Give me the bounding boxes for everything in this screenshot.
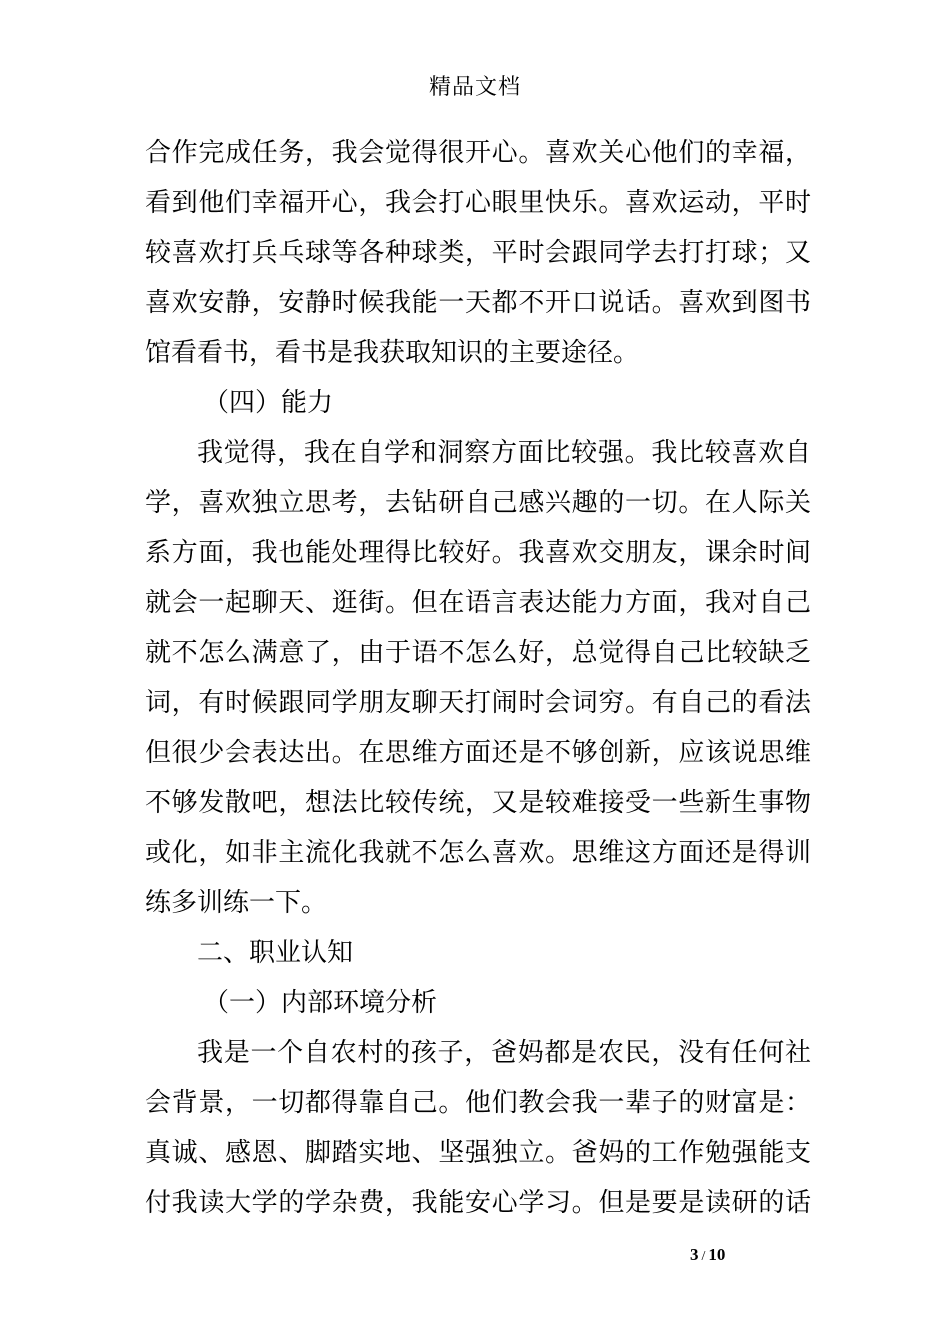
- document-body: [145, 128, 811, 1228]
- total-pages: 10: [708, 1245, 726, 1264]
- body-line: 词，有时候跟同学朋友聊天打闹时会词穷。有自己的看法: [145, 688, 811, 718]
- page-separator: /: [701, 1249, 706, 1264]
- body-line: 真诚、感恩、脚踏实地、坚强独立。爸妈的工作勉强能支: [145, 1138, 811, 1168]
- body-line: 合作完成任务，我会觉得很开心。喜欢关心他们的幸福，: [145, 138, 811, 168]
- body-line: 看到他们幸福开心，我会打心眼里快乐。喜欢运动，平时: [145, 188, 811, 218]
- body-line: 我觉得，我在自学和洞察方面比较强。我比较喜欢自: [197, 438, 811, 468]
- body-line: 馆看看书，看书是我获取知识的主要途径。: [145, 338, 640, 368]
- body-line: 但很少会表达出。在思维方面还是不够创新，应该说思维: [145, 738, 811, 768]
- body-line: 我是一个自农村的孩子，爸妈都是农民，没有任何社: [197, 1038, 811, 1068]
- body-line: 或化，如非主流化我就不怎么喜欢。思维这方面还是得训: [145, 838, 811, 868]
- body-line: 系方面，我也能处理得比较好。我喜欢交朋友，课余时间: [145, 538, 811, 568]
- section-heading-internal-environment: （一）内部环境分析: [203, 988, 438, 1018]
- body-line: 喜欢安静，安静时候我能一天都不开口说话。喜欢到图书: [145, 288, 811, 318]
- body-line: 练多训练一下。: [145, 888, 328, 918]
- section-heading-career-cognition: 二、职业认知: [197, 938, 354, 968]
- page-number: [690, 1245, 790, 1265]
- body-line: 不够发散吧，想法比较传统，又是较难接受一些新生事物: [145, 788, 811, 818]
- body-line: 会背景，一切都得靠自己。他们教会我一辈子的财富是：: [145, 1088, 811, 1118]
- section-heading-ability: （四）能力: [203, 388, 334, 418]
- body-line: 较喜欢打兵乓球等各种球类，平时会跟同学去打打球；又: [145, 238, 811, 268]
- body-line: 就会一起聊天、逛街。但在语言表达能力方面，我对自己: [145, 588, 811, 618]
- body-line: 就不怎么满意了，由于语不怎么好，总觉得自己比较缺乏: [145, 638, 811, 668]
- document-header-title: 精品文档: [428, 75, 521, 100]
- body-line: 学，喜欢独立思考，去钻研自己感兴趣的一切。在人际关: [145, 488, 811, 518]
- body-line: 付我读大学的学杂费，我能安心学习。但是要是读研的话: [145, 1188, 811, 1218]
- current-page: 3: [690, 1245, 699, 1264]
